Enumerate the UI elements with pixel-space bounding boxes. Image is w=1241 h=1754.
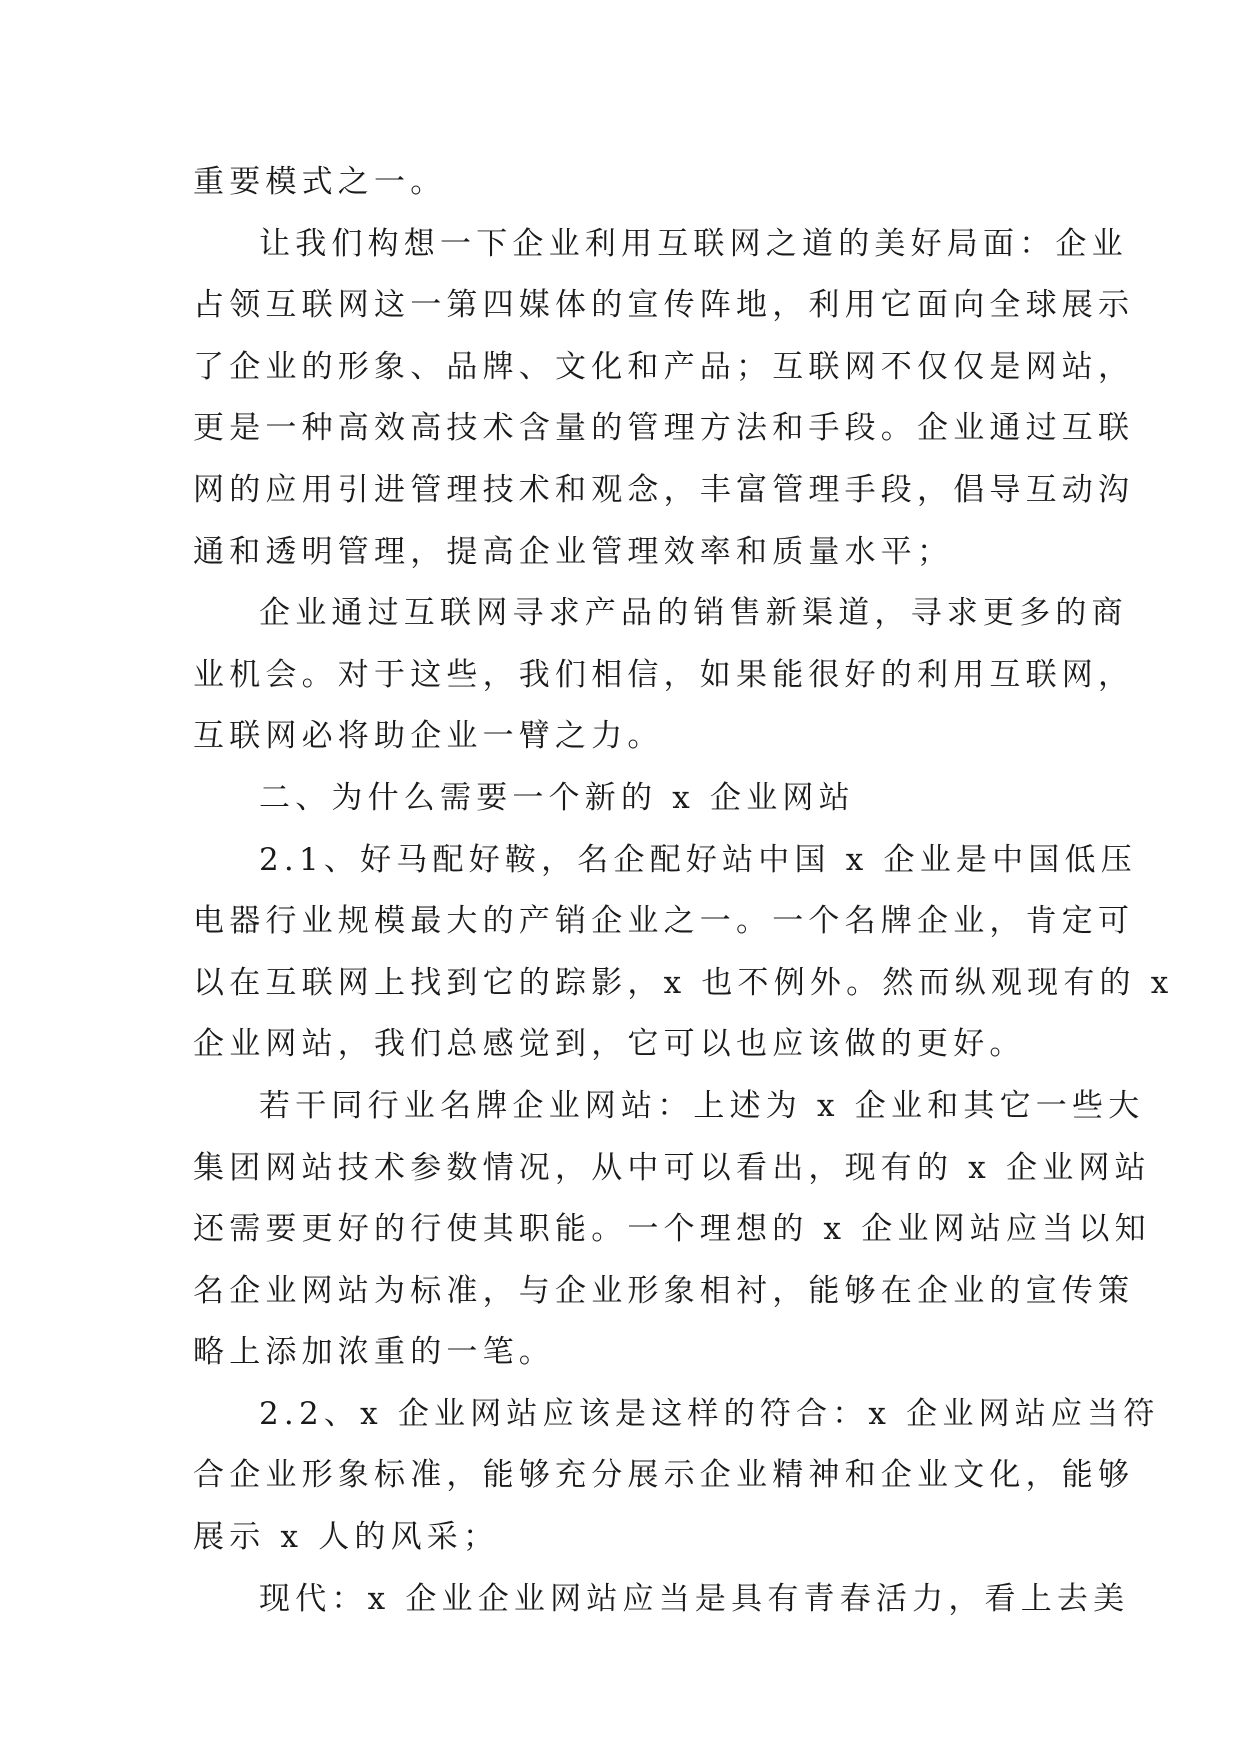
text-line: 集团网站技术参数情况，从中可以看出，现有的 x 企业网站 xyxy=(193,1149,1151,1186)
text-line: 现代：x 企业企业网站应当是具有青春活力，看上去美 xyxy=(259,1580,1130,1617)
section-heading: 二、为什么需要一个新的 x 企业网站 xyxy=(259,779,855,816)
document-body xyxy=(193,152,1174,1630)
text-line: 以在互联网上找到它的踪影，x 也不例外。然而纵观现有的 x xyxy=(193,964,1174,1001)
text-line: 占领互联网这一第四媒体的宣传阵地，利用它面向全球展示 xyxy=(193,287,1135,324)
text-line: 展示 x 人的风采； xyxy=(193,1519,500,1556)
text-line: 业机会。对于这些，我们相信，如果能很好的利用互联网， xyxy=(193,656,1135,693)
text-line: 通和透明管理，提高企业管理效率和质量水平； xyxy=(193,533,954,570)
text-line: 略上添加浓重的一笔。 xyxy=(193,1334,555,1371)
text-line: 企业通过互联网寻求产品的销售新渠道，寻求更多的商 xyxy=(259,595,1128,632)
text-line: 电器行业规模最大的产销企业之一。一个名牌企业，肯定可 xyxy=(193,903,1135,940)
text-line: 名企业网站为标准，与企业形象相衬，能够在企业的宣传策 xyxy=(193,1272,1135,1309)
text-line: 2.1、好马配好鞍，名企配好站中国 x 企业是中国低压 xyxy=(259,841,1137,878)
text-line: 2.2、x 企业网站应该是这样的符合：x 企业网站应当符 xyxy=(259,1395,1160,1432)
text-line: 让我们构想一下企业利用互联网之道的美好局面：企业 xyxy=(259,225,1128,262)
text-line: 重要模式之一。 xyxy=(193,164,447,200)
text-line: 更是一种高效高技术含量的管理方法和手段。企业通过互联 xyxy=(193,410,1135,447)
text-line: 合企业形象标准，能够充分展示企业精神和企业文化，能够 xyxy=(193,1457,1135,1494)
text-line: 企业网站，我们总感觉到，它可以也应该做的更好。 xyxy=(193,1026,1026,1063)
text-line: 若干同行业名牌企业网站：上述为 x 企业和其它一些大 xyxy=(259,1087,1145,1124)
text-line: 互联网必将助企业一臂之力。 xyxy=(193,718,664,755)
text-line: 了企业的形象、品牌、文化和产品；互联网不仅仅是网站， xyxy=(193,348,1135,385)
text-line: 还需要更好的行使其职能。一个理想的 x 企业网站应当以知 xyxy=(193,1211,1151,1248)
text-line: 网的应用引进管理技术和观念，丰富管理手段，倡导互动沟 xyxy=(193,471,1135,508)
